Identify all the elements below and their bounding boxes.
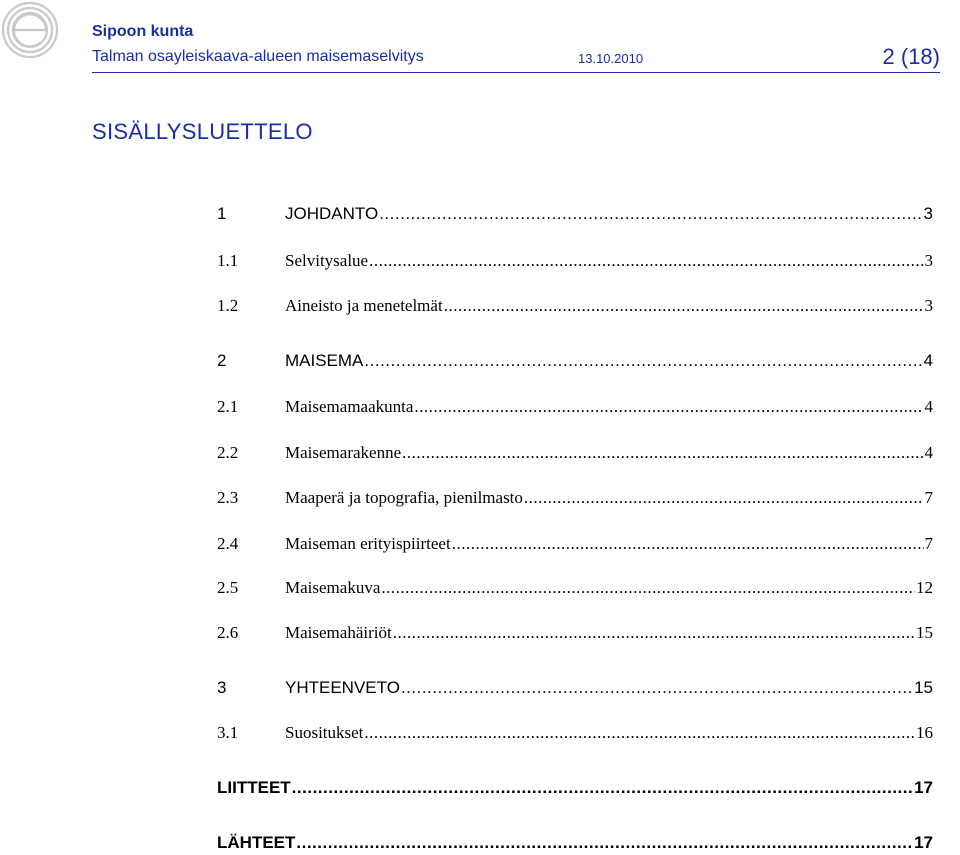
toc-entry-number: 2.6 (217, 623, 239, 642)
toc-entry-page: 7 (924, 488, 933, 507)
toc-leader-dots (401, 678, 913, 698)
toc-entry-page: 7 (924, 534, 933, 553)
toc-entry-number: 2.3 (217, 488, 239, 507)
toc-entry-page: 4 (924, 397, 933, 416)
document-date: 13.10.2010 (578, 51, 644, 66)
toc-entry-text: YHTEENVETO (285, 678, 400, 697)
toc-leader-dots (364, 723, 915, 743)
toc-entry-number: 3.1 (217, 723, 239, 742)
toc-entry-1-1[interactable] (217, 251, 933, 273)
toc-entry-page: 17 (914, 833, 933, 852)
toc-entry-2-4[interactable] (217, 534, 933, 556)
toc-leader-dots (524, 488, 924, 508)
toc-leader-dots (402, 443, 923, 463)
toc-leader-dots (393, 623, 915, 643)
page-number: 2 (18) (882, 44, 940, 69)
municipality-logo-icon (0, 0, 62, 62)
toc-entry-2-1[interactable] (217, 397, 933, 419)
toc-entry-number: 3 (217, 678, 227, 697)
toc-entry-page: 12 (916, 578, 933, 597)
toc-leader-dots (296, 833, 913, 853)
toc-entry-2-3[interactable] (217, 488, 933, 510)
toc-entry-text: Maisemamaakunta (285, 397, 414, 416)
toc-entry-number: 2.5 (217, 578, 239, 597)
toc-entry-text: Suositukset (285, 723, 364, 742)
toc-entry-2-5[interactable] (217, 578, 933, 600)
toc-leader-dots (369, 251, 923, 271)
toc-entry-page: 4 (924, 443, 933, 462)
toc-entry-1[interactable] (217, 204, 933, 226)
toc-entry-text: Selvitysalue (285, 251, 369, 270)
toc-leader-dots (444, 296, 924, 316)
toc-entry-page: 4 (923, 351, 933, 370)
header-divider (92, 72, 940, 73)
toc-entry-text: LIITTEET (217, 778, 291, 797)
toc-entry-number: 1.1 (217, 251, 239, 270)
toc-title: SISÄLLYSLUETTELO (92, 119, 313, 144)
toc-entry-text: Maisemakuva (285, 578, 381, 597)
toc-entry-number: 2 (217, 351, 227, 370)
toc-entry-page: 3 (923, 204, 933, 223)
toc-entry-text: Maaperä ja topografia, pienilmasto (285, 488, 523, 507)
toc-entry-text: Maiseman erityispiirteet (285, 534, 451, 553)
toc-entry-text: Aineisto ja menetelmät (285, 296, 443, 315)
toc-entry-page: 3 (924, 296, 933, 315)
toc-leader-dots (364, 351, 922, 371)
toc-entry-text: LÄHTEET (217, 833, 296, 852)
toc-entry-text: MAISEMA (285, 351, 364, 370)
toc-entry-number: 1 (217, 204, 227, 223)
organization-name: Sipoon kunta (92, 23, 194, 40)
toc-entry-number: 2.1 (217, 397, 239, 416)
toc-entry-2-2[interactable] (217, 443, 933, 465)
toc-entry-3-1[interactable] (217, 723, 933, 745)
toc-leader-dots (452, 534, 924, 554)
toc-leader-dots (414, 397, 923, 417)
toc-entry-text: Maisemahäiriöt (285, 623, 392, 642)
toc-entry-2[interactable] (217, 351, 933, 373)
toc-entry-number: 2.2 (217, 443, 239, 462)
toc-entry-page: 15 (916, 623, 933, 642)
toc-leader-dots (381, 578, 915, 598)
toc-leader-dots (379, 204, 922, 224)
toc-entry-2-6[interactable] (217, 623, 933, 645)
toc-entry-lahteet[interactable] (217, 833, 933, 855)
toc-entry-text: JOHDANTO (285, 204, 379, 223)
toc-entry-page: 15 (914, 678, 933, 697)
toc-entry-3[interactable] (217, 678, 933, 700)
document-subtitle: Talman osayleiskaava-alueen maisemaselvitys (92, 48, 424, 65)
toc-entry-number: 1.2 (217, 296, 239, 315)
toc-entry-number: 2.4 (217, 534, 239, 553)
toc-entry-page: 16 (916, 723, 933, 742)
toc-entry-1-2[interactable] (217, 296, 933, 318)
toc-leader-dots (292, 778, 913, 798)
toc-entry-page: 17 (914, 778, 933, 797)
toc-entry-page: 3 (924, 251, 933, 270)
toc-entry-liitteet[interactable] (217, 778, 933, 800)
toc-entry-text: Maisemarakenne (285, 443, 402, 462)
